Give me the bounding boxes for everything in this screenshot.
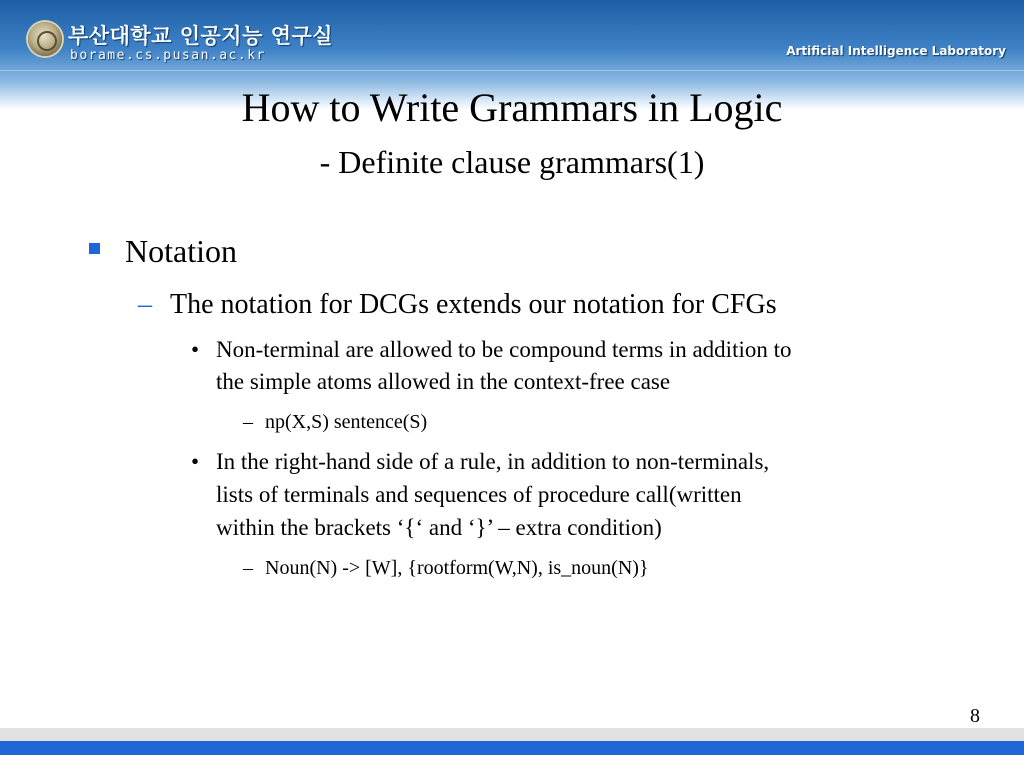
- dash-bullet-icon: –: [243, 557, 253, 579]
- footer-gray-stripe: [0, 728, 1024, 741]
- dot-bullet-icon: •: [191, 337, 200, 362]
- item-2-line-3: within the brackets ‘{‘ and ‘}’ – extra condition): [216, 515, 662, 540]
- lab-name: Artificial Intelligence Laboratory: [786, 44, 1006, 58]
- university-seal-icon: [28, 22, 62, 56]
- university-url: borame.cs.pusan.ac.kr: [70, 48, 266, 63]
- item-1-line-1: Non-terminal are allowed to be compound terms in addition to: [216, 337, 792, 362]
- bullet-notation: Notation: [125, 233, 237, 269]
- item-2-line-2: lists of terminals and sequences of procedure call(written: [216, 482, 742, 507]
- item-1-example: np(X,S) sentence(S): [265, 411, 428, 433]
- square-bullet-icon: [89, 243, 100, 254]
- slide-title: How to Write Grammars in Logic: [241, 85, 783, 130]
- slide-subtitle: - Definite clause grammars(1): [319, 144, 705, 180]
- sub-bullet-dcg-notation: The notation for DCGs extends our notation for CFGs: [170, 289, 777, 320]
- dot-bullet-icon: •: [191, 449, 200, 474]
- item-2-line-1: In the right-hand side of a rule, in addition to non-terminals,: [216, 449, 770, 474]
- dash-bullet-icon: –: [138, 289, 152, 320]
- dash-bullet-icon: –: [243, 411, 253, 433]
- university-name: 부산대학교 인공지능 연구실: [68, 24, 334, 48]
- header-divider: [0, 70, 1024, 71]
- page-number: 8: [970, 705, 980, 727]
- item-1-line-2: the simple atoms allowed in the context-free case: [216, 369, 671, 394]
- item-2-example: Noun(N) -> [W], {rootform(W,N), is_noun(N)}: [265, 557, 649, 579]
- footer-blue-stripe: [0, 741, 1024, 755]
